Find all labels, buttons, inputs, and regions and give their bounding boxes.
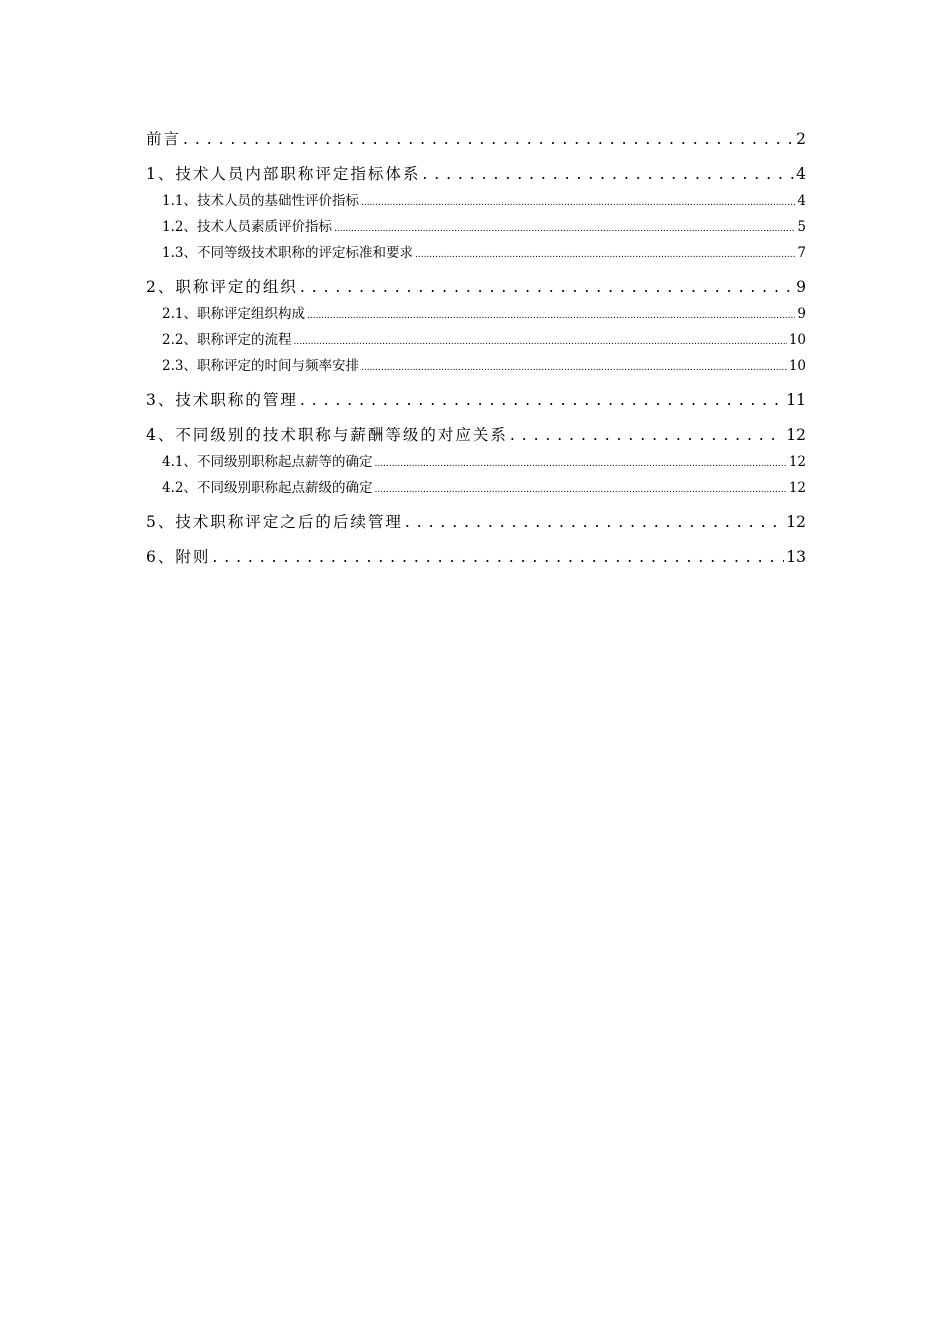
toc-entry-label: 2.2、职称评定的流程 <box>162 332 292 348</box>
toc-entry-label: 2.3、职称评定的时间与频率安排 <box>162 358 359 374</box>
toc-page-number: 11 <box>786 391 806 409</box>
toc-entry-section-6[interactable] <box>146 542 806 577</box>
toc-dot-leader <box>374 449 786 477</box>
toc-entry-section-4-2[interactable] <box>146 475 806 507</box>
toc-dot-leader <box>415 240 795 268</box>
toc-entry-label: 5、技术职称评定之后的后续管理 <box>146 513 403 531</box>
toc-page-number: 13 <box>786 548 806 566</box>
toc-entry-section-1-1[interactable] <box>146 188 806 214</box>
toc-entry-label: 2、职称评定的组织 <box>146 278 298 296</box>
toc-entry-label: 1、技术人员内部职称评定指标体系 <box>146 165 421 183</box>
toc-page-number: 2 <box>796 130 806 148</box>
toc-page-number: 5 <box>797 219 806 235</box>
toc-dot-leader <box>361 188 795 216</box>
toc-dot-leader <box>300 385 784 415</box>
toc-entry-label: 3、技术职称的管理 <box>146 391 298 409</box>
toc-page-number: 12 <box>786 426 806 444</box>
toc-dot-leader <box>405 507 784 537</box>
toc-entry-label: 4、不同级别的技术职称与薪酬等级的对应关系 <box>146 426 508 444</box>
toc-page-number: 10 <box>788 332 806 348</box>
toc-dot-leader <box>307 301 795 329</box>
toc-dot-leader <box>183 124 794 154</box>
toc-entry-section-2-2[interactable] <box>146 327 806 353</box>
toc-entry-section-4-1[interactable] <box>146 449 806 475</box>
toc-entry-label: 1.3、不同等级技术职称的评定标准和要求 <box>162 245 413 261</box>
toc-page-number: 10 <box>788 358 806 374</box>
toc-entry-section-1-2[interactable] <box>146 214 806 240</box>
toc-entry-preface[interactable] <box>146 124 806 159</box>
toc-entry-section-2-3[interactable] <box>146 353 806 385</box>
toc-entry-section-5[interactable] <box>146 507 806 542</box>
toc-entry-section-3[interactable] <box>146 385 806 420</box>
toc-page-number: 4 <box>797 193 806 209</box>
toc-dot-leader <box>374 475 786 503</box>
toc-entry-label: 1.1、技术人员的基础性评价指标 <box>162 193 359 209</box>
toc-entry-label: 前言 <box>146 130 182 148</box>
toc-dot-leader <box>510 420 784 450</box>
toc-entry-label: 6、附则 <box>146 548 211 566</box>
toc-dot-leader <box>334 214 795 242</box>
toc-page-number: 12 <box>788 454 806 470</box>
toc-page-number: 4 <box>796 165 806 183</box>
toc-page-number: 9 <box>797 306 806 322</box>
toc-page-number: 12 <box>786 513 806 531</box>
toc-entry-label: 1.2、技术人员素质评价指标 <box>162 219 332 235</box>
toc-entry-label: 2.1、职称评定组织构成 <box>162 306 305 322</box>
toc-entry-section-2-1[interactable] <box>146 301 806 327</box>
toc-dot-leader <box>212 542 784 572</box>
toc-page-number: 12 <box>788 480 806 496</box>
toc-entry-section-1-3[interactable] <box>146 240 806 272</box>
toc-entry-label: 4.1、不同级别职称起点薪等的确定 <box>162 454 373 470</box>
toc-dot-leader <box>361 353 787 381</box>
toc-page-number: 9 <box>796 278 806 296</box>
toc-dot-leader <box>293 327 786 355</box>
toc-entry-label: 4.2、不同级别职称起点薪级的确定 <box>162 480 373 496</box>
toc-page-number: 7 <box>797 245 806 261</box>
toc-dot-leader <box>300 272 794 302</box>
toc-dot-leader <box>422 159 794 189</box>
table-of-contents <box>146 124 806 577</box>
